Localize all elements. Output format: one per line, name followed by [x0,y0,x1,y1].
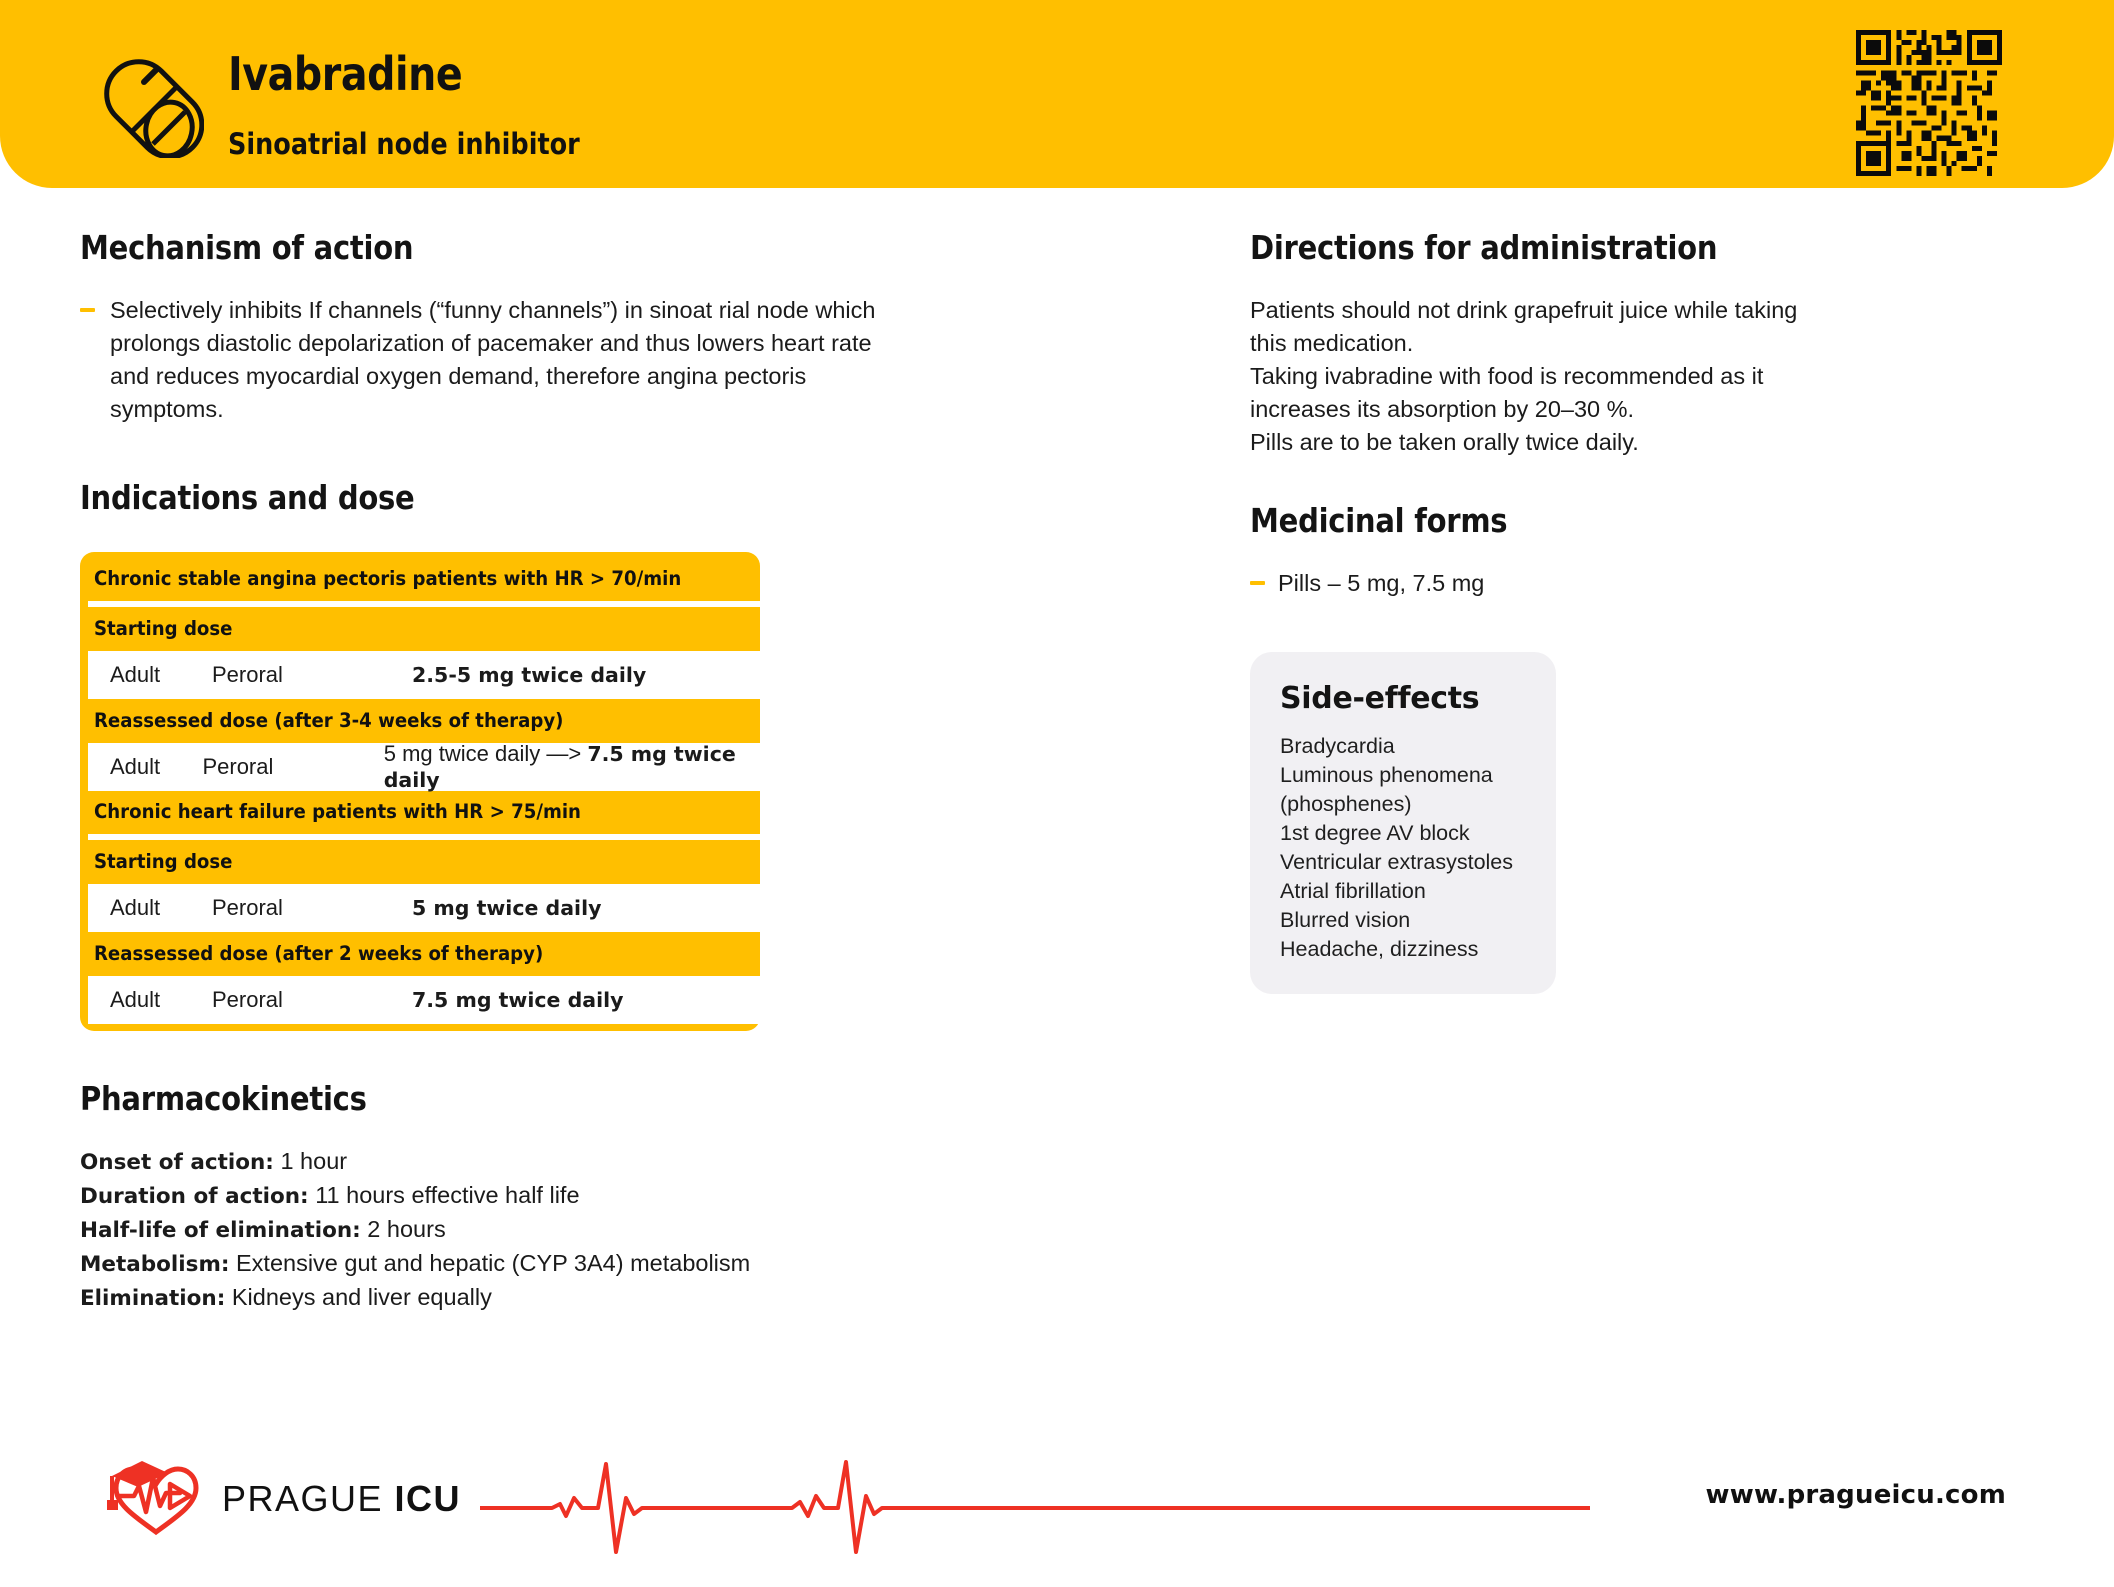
dose-section-label: Starting dose [93,850,233,873]
dose-bold: 5 mg twice daily [412,896,602,920]
ecg-divider-icon [480,1458,1590,1558]
pk-value: Extensive gut and hepatic (CYP 3A4) metabolism [229,1250,751,1276]
medicinal-forms-heading: Medicinal forms [1250,501,1508,540]
list-item: Atrial fibrillation [1280,879,1426,903]
dose-group-title: Chronic stable angina pectoris patients with HR > 70/min [93,567,682,590]
cell-population: Adult [110,895,161,920]
medicinal-forms-list [1250,567,2040,600]
dose-section-label: Reassessed dose (after 3-4 weeks of therapy) [93,709,564,732]
pk-label: Duration of action: [80,1184,309,1209]
table-row [88,651,760,699]
side-effects-list [1280,732,1526,964]
cell-dose [412,662,646,688]
prague-icu-logo-icon [106,1460,206,1538]
dose-bold: 7.5 mg twice daily [412,988,624,1012]
list-item: Luminous phenomena [1280,763,1493,787]
dose-table [80,552,760,1031]
prague-icu-wordmark [222,1478,461,1520]
list-item: Headache, dizziness [1280,937,1479,961]
pk-value: 11 hours effective half life [308,1182,580,1208]
card-footer [0,1450,2114,1580]
logo-prague: PRAGUE [222,1478,395,1519]
card-header [0,0,2114,188]
directions-line: Pills are to be taken orally twice daily. [1250,429,1639,455]
table-row [88,743,760,791]
cell-route: Peroral [212,895,283,920]
pk-value: Kidneys and liver equally [225,1284,492,1310]
cell-route: Peroral [212,662,283,687]
list-item: 1st degree AV block [1280,821,1470,845]
list-item: Bradycardia [1280,734,1395,758]
side-effects-heading: Side-effects [1280,681,1480,716]
mechanism-list [80,294,880,426]
qr-code[interactable] [1856,30,2002,176]
pk-label: Metabolism: [80,1252,230,1277]
cell-population: Adult [110,754,161,779]
drug-title: Ivabradine [228,47,463,101]
dash-bullet-icon [1250,581,1265,585]
directions-line: Patients should not drink grapefruit juice while taking this medication. [1250,297,1798,356]
list-item: Ventricular extrasystoles [1280,850,1514,874]
list-item: (phosphenes) [1280,792,1412,816]
cell-route: Peroral [212,987,283,1012]
directions-heading: Directions for administration [1250,228,1718,267]
pk-value: 1 hour [273,1148,348,1174]
list-item: Blurred vision [1280,908,1411,932]
indications-heading: Indications and dose [80,478,415,517]
dose-group-title: Chronic heart failure patients with HR > 75/min [93,800,581,823]
pk-label: Elimination: [80,1286,226,1311]
dose-plain: 5 mg twice daily —> [383,741,588,766]
cell-dose [412,987,624,1013]
cell-dose [412,895,601,921]
directions-text [1250,294,1810,459]
directions-line: Taking ivabradine with food is recommended as it increases its absorption by 20–30 %. [1250,363,1764,422]
dose-section-label: Reassessed dose (after 2 weeks of therapy) [93,942,544,965]
pk-entry [80,1281,880,1315]
pk-entry [80,1247,880,1281]
pk-value: 2 hours [360,1216,446,1242]
list-item [80,294,880,426]
cell-population: Adult [110,662,161,687]
mechanism-heading: Mechanism of action [80,228,414,267]
right-column [1250,228,2040,994]
logo-icu: ICU [394,1478,462,1519]
table-row [88,884,760,932]
title-block [228,46,628,162]
pk-entry [80,1213,880,1247]
pk-label: Half-life of elimination: [80,1218,361,1243]
pk-label: Onset of action: [80,1150,274,1175]
drug-subtitle: Sinoatrial node inhibitor [228,127,580,161]
dose-bold: 2.5-5 mg twice daily [412,663,647,687]
dose-section-label: Starting dose [93,617,233,640]
website-url[interactable]: www.pragueicu.com [1705,1480,2006,1510]
table-row [88,976,760,1024]
mechanism-text: Selectively inhibits If channels (“funny channels”) in sinoat rial node which prolongs diastolic depolarization of pacemaker and thus lowers heart rate and reduces myocardial oxygen demand, therefore angina pectoris symptoms. [110,297,876,422]
pk-entry [80,1145,880,1179]
pharmacokinetics-heading: Pharmacokinetics [80,1079,367,1118]
pk-entry [80,1179,880,1213]
pill-capsule-icon [86,46,204,158]
pharmacokinetics-list [80,1145,880,1315]
left-column [80,228,880,1315]
list-item [1250,567,2040,600]
cell-dose [384,741,760,793]
medicinal-form-text: Pills – 5 mg, 7.5 mg [1278,570,1485,596]
side-effects-box [1250,652,1556,994]
cell-population: Adult [110,987,161,1012]
dash-bullet-icon [80,308,95,312]
cell-route: Peroral [202,754,274,779]
dose-bold: 7.5 mg twice daily [383,742,736,792]
